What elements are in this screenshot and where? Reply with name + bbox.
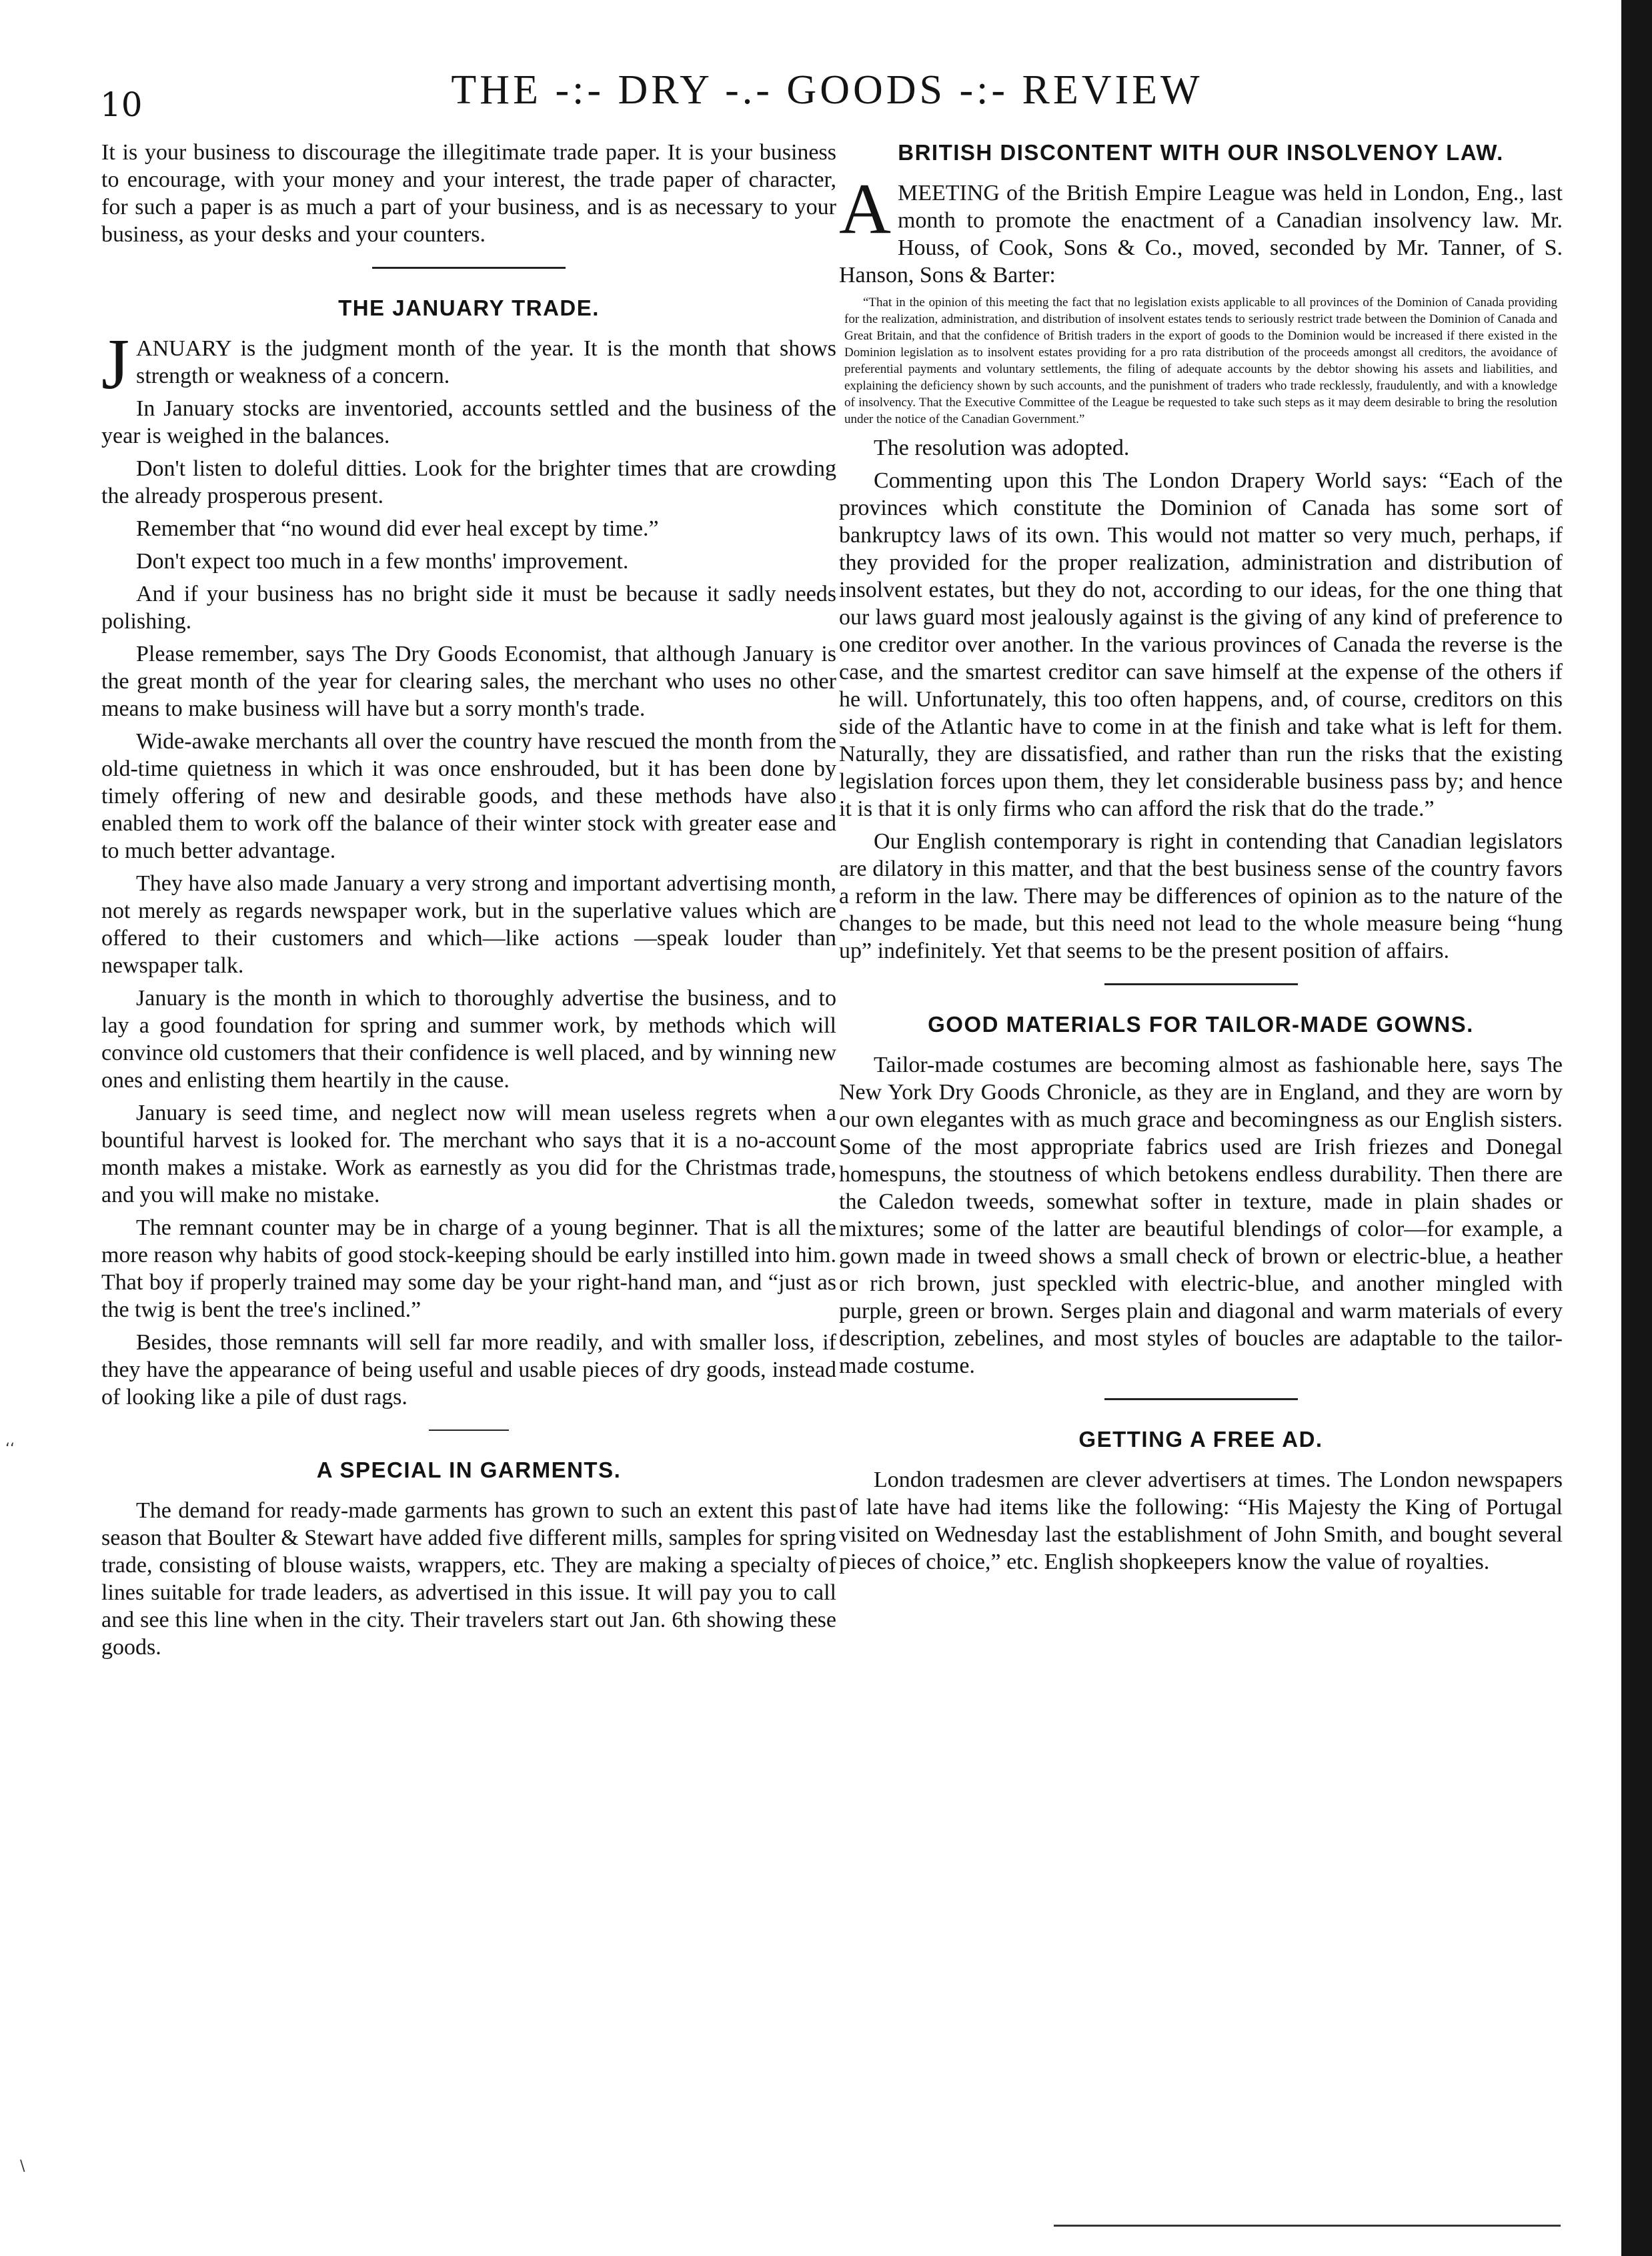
masthead-title: THE -:- DRY -.- GOODS -:- REVIEW xyxy=(451,67,1203,113)
article-heading-special-garments: A SPECIAL IN GARMENTS. xyxy=(316,1458,622,1482)
margin-speck: \ xyxy=(20,2158,25,2175)
paragraph: Besides, those remnants will sell far more readily, and with smaller loss, if they have the appearance of being useful and usable pieces of dry goods, instead of looking like a pile of dust rags. xyxy=(101,1330,836,1409)
article-heading-british-discontent: BRITISH DISCONTENT WITH OUR INSOLVENOY LAW. xyxy=(898,140,1504,165)
paragraph: London tradesmen are clever advertisers at times. The London newspapers of late have had items like the following: “His Majesty the King of Portugal visited on Wednesday last the establishment of John Smith, and bought several pieces of choice,” etc. English shopkeepers know the value of royalties. xyxy=(839,1468,1563,1574)
left-column xyxy=(101,139,836,1666)
section-divider xyxy=(1104,983,1298,985)
paragraph: Our English contemporary is right in contending that Canadian legislators are dilatory in this matter, and that the best business sense of the country favors a reform in the law. There may be differences of opinion as to the nature of the changes to be made, but this need not lead to the whole measure being “hung up” indefinitely. Yet that seems to be the present position of affairs. xyxy=(839,829,1563,963)
article-heading-free-ad: GETTING A FREE AD. xyxy=(1078,1427,1323,1452)
right-column xyxy=(839,139,1563,1581)
paragraph: Please remember, says The Dry Goods Economist, that although January is the great month of the year for clearing sales, the merchant who uses no other means to make business will have but a sorry month's trade. xyxy=(101,642,836,721)
page-number: 10 xyxy=(100,85,143,124)
article-lead-paragraph xyxy=(839,169,1563,289)
paragraph: Wide-awake merchants all over the country have rescued the month from the old-time quietness in which it was once enshrouded, but it has been done by timely offering of new and desirable goods, and these methods have also enabled them to work off the balance of their winter stock with greater ease and to much better advantage. xyxy=(101,729,836,863)
paragraph: The demand for ready-made garments has grown to such an extent this past season that Boulter & Stewart have added five different mills, samples for spring trade, consisting of blouse waists, wrappers, etc. They are making a specialty of lines suitable for trade leaders, as advertised in this issue. It will pay you to call and see this line when in the city. Their travelers start out Jan. 6th showing these goods. xyxy=(101,1498,836,1660)
margin-speck: ‘‘ xyxy=(5,1441,15,1458)
article-heading-january-trade: THE JANUARY TRADE. xyxy=(338,296,600,320)
paragraph: Tailor-made costumes are becoming almost as fashionable here, says The New York Dry Goods Chronicle, as they are in England, and they are worn by our own elegantes with as much grace and becomingness as our English sisters. Some of the most appropriate fabrics used are Irish friezes and Donegal homespuns, the stoutness of which betokens endless durability. Then there are the Caledon tweeds, somewhat softer in texture, made in plain shades or mixtures; some of the latter are beautiful blendings of color—for example, a gown made in tweed shows a small check of brown or electric-blue, a heather or rich brown, just speckled with electric-blue, and another mingled with purple, green or brown. Serges plain and diagonal and warm materials of every description, zebelines, and most styles of boucles are adaptable to the tailor-made costume. xyxy=(839,1053,1563,1378)
paragraph: Remember that “no wound did ever heal except by time.” xyxy=(136,516,659,541)
paragraph: And if your business has no bright side it must be because it sadly needs polishing. xyxy=(101,582,836,634)
bottom-rule xyxy=(1054,2225,1561,2227)
article-lead-paragraph xyxy=(101,325,836,404)
paragraph: Don't expect too much in a few months' improvement. xyxy=(136,549,629,574)
paragraph: Commenting upon this The London Drapery World says: “Each of the provinces which constitute the Dominion of Canada has some sort of bankruptcy laws of its own. This would not matter so very much, perhaps, if they provided for the proper realization, administration and distribution of insolvent estates, but they do not, according to our ideas, for the one thing that our laws guard most jealously against is the giving of any kind of preference to one creditor over another. In the various provinces of Canada the reverse is the case, and the smartest creditor can save himself at the expense of the others if he will. Unfortunately, this too often happens, and, of course, creditors on this side of the Atlantic have to come in at the finish and take what is left for them. Naturally, they are dissatisfied, and rather than run the risks that the existing legislation forces upon them, they let considerable business pass by; and hence it is that it is only firms who can afford the risk that do the trade.” xyxy=(839,468,1563,821)
section-divider xyxy=(1104,1398,1298,1400)
paragraph: They have also made January a very strong and important advertising month, not merely as regards newspaper work, but in the superlative values which are offered to their customers and which—like actions —speak louder than newspaper talk. xyxy=(101,871,836,978)
page-edge-shadow xyxy=(1621,0,1652,2256)
section-divider xyxy=(429,1430,509,1431)
article-heading-tailor-made-gowns: GOOD MATERIALS FOR TAILOR-MADE GOWNS. xyxy=(928,1012,1474,1037)
section-divider xyxy=(372,267,566,269)
paragraph: The resolution was adopted. xyxy=(874,436,1130,460)
resolution-quote: “That in the opinion of this meeting the fact that no legislation exists applicable to all provinces of the Dominion of Canada providing for the realization, administration, and distribution of insolvent estates tends to seriously restrict trade between the Dominion of Canada and Great Britain, and that the confidence of British traders in the export of goods to the Dominion would be increased if there existed in the Dominion legislation as to insolvent estates providing for a pro rata distribution of the proceeds amongst all creditors, the avoidance of preferential payments and voluntary settlements, the filing of adequate accounts by the debtor showing his assets and liabilities, and explaining the deficiency shown by such accounts, and the punishment of traders who trade recklessly, fraudulently, and with a knowledge of insolvency. That the Executive Committee of the League be requested to take such steps as it may deem desirable to bring the resolution under the notice of the Canadian Government.” xyxy=(844,296,1557,426)
paragraph: In January stocks are inventoried, accounts settled and the business of the year is weighed in the balances. xyxy=(101,396,836,448)
intro-paragraph: It is your business to discourage the illegitimate trade paper. It is your business to encourage, with your money and your interest, the trade paper of character, for such a paper is as much a part of your business, and is as necessary to your business, as your desks and your counters. xyxy=(101,140,836,247)
drop-cap: A xyxy=(839,169,891,249)
lead-text: ANUARY is the judgment month of the year. It is the month that shows strength or weakness of a concern. xyxy=(136,336,836,388)
paragraph: Don't listen to doleful ditties. Look for the brighter times that are crowding the already prosperous present. xyxy=(101,456,836,508)
lead-text: MEETING of the British Empire League was held in London, Eng., last month to promote the enactment of a Canadian insolvency law. Mr. Houss, of Cook, Sons & Co., moved, seconded by Mr. Tanner, of S. Hanson, Sons & Barter: xyxy=(839,181,1563,288)
paragraph: The remnant counter may be in charge of a young beginner. That is all the more reason why habits of good stock-keeping should be early instilled into him. That boy if properly trained may some day be your right-hand man, and “just as the twig is bent the tree's inclined.” xyxy=(101,1215,836,1322)
paragraph: January is seed time, and neglect now will mean useless regrets when a bountiful harvest is looked for. The merchant who says that it is a no-account month makes a mistake. Work as earnestly as you did for the Christmas trade, and you will make no mistake. xyxy=(101,1101,836,1207)
drop-cap: J xyxy=(101,325,130,404)
paragraph: January is the month in which to thoroughly advertise the business, and to lay a good foundation for spring and summer work, by methods which will convince old customers that their confidence is well placed, and by winning new ones and enlisting them heartily in the cause. xyxy=(101,986,836,1093)
